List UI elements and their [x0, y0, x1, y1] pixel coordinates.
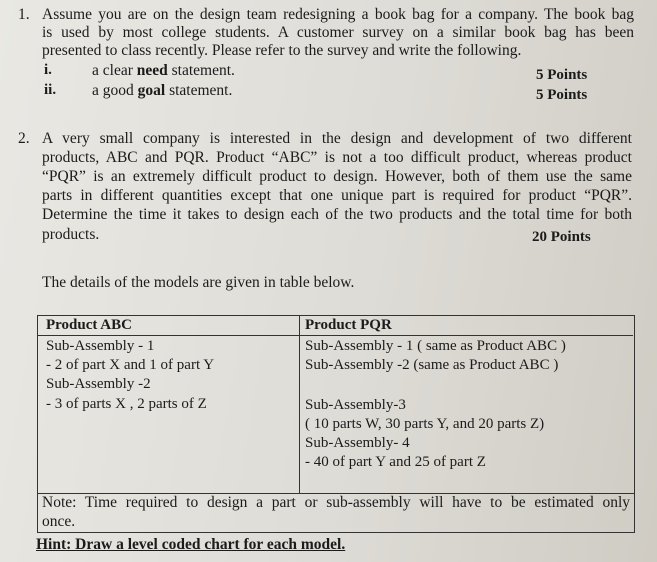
hint: Hint: Draw a level coded chart for each model. — [36, 536, 346, 553]
question-1-line-2: is used by most college students. A customer survey on a similar book bag has been — [42, 24, 634, 41]
abc-header: Product ABC — [46, 317, 132, 333]
table-note-line-1: Note: Time required to design a part or sub-assembly will have to be estimated only — [42, 494, 630, 511]
question-2-line-4: parts in different quantities except that one unique part is required for product “PQR”. — [42, 187, 632, 204]
table-column-divider — [299, 315, 300, 493]
table-intro: The details of the models are given in table below. — [42, 274, 355, 291]
question-1-line-3: presented to class recently. Please refer to the survey and write the following. — [42, 42, 522, 59]
question-1-number: 1. — [18, 6, 30, 23]
pqr-line-5: Sub-Assembly- 4 — [305, 435, 410, 451]
question-2-line-6: products. — [42, 226, 100, 243]
pqr-line-2: Sub-Assembly -2 (same as Product ABC ) — [305, 357, 559, 373]
question-2-line-1: A very small company is interested in the design and development of two different — [42, 130, 632, 147]
pqr-line-6: - 40 of part Y and 25 of part Z — [305, 454, 486, 470]
abc-header-rule — [37, 335, 300, 336]
item-ii-label: ii. — [44, 82, 57, 98]
item-ii-text: a good goal statement. — [92, 82, 233, 99]
pqr-header-rule — [299, 335, 633, 336]
pqr-line-4: ( 10 parts W, 30 parts Y, and 20 parts Z) — [305, 416, 545, 432]
table-note-line-2: once. — [42, 513, 76, 530]
question-2-points: 20 Points — [532, 229, 591, 245]
pqr-line-1: Sub-Assembly - 1 ( same as Product ABC ) — [305, 338, 566, 354]
abc-line-3: Sub-Assembly -2 — [46, 376, 151, 392]
question-2-line-3: “PQR” is an extremely difficult product to design. However, both of them use the same — [42, 168, 632, 185]
item-i-text: a clear need statement. — [92, 62, 235, 79]
item-ii-points: 5 Points — [536, 87, 588, 103]
item-i-label: i. — [44, 62, 52, 78]
abc-line-4: - 3 of parts X , 2 parts of Z — [46, 396, 207, 412]
pqr-header: Product PQR — [305, 317, 392, 333]
question-2-number: 2. — [18, 130, 30, 147]
pqr-line-3: Sub-Assembly-3 — [305, 397, 406, 413]
abc-line-1: Sub-Assembly - 1 — [46, 338, 155, 354]
abc-line-2: - 2 of part X and 1 of part Y — [46, 357, 215, 373]
question-1-line-1: Assume you are on the design team redesigning a book bag for a company. The book bag — [42, 6, 634, 23]
question-2-line-5: Determine the time it takes to design each of the two products and the total time for both — [42, 206, 632, 223]
question-2-line-2: products, ABC and PQR. Product “ABC” is not a too difficult product, whereas product — [42, 149, 632, 166]
item-i-points: 5 Points — [536, 67, 588, 83]
